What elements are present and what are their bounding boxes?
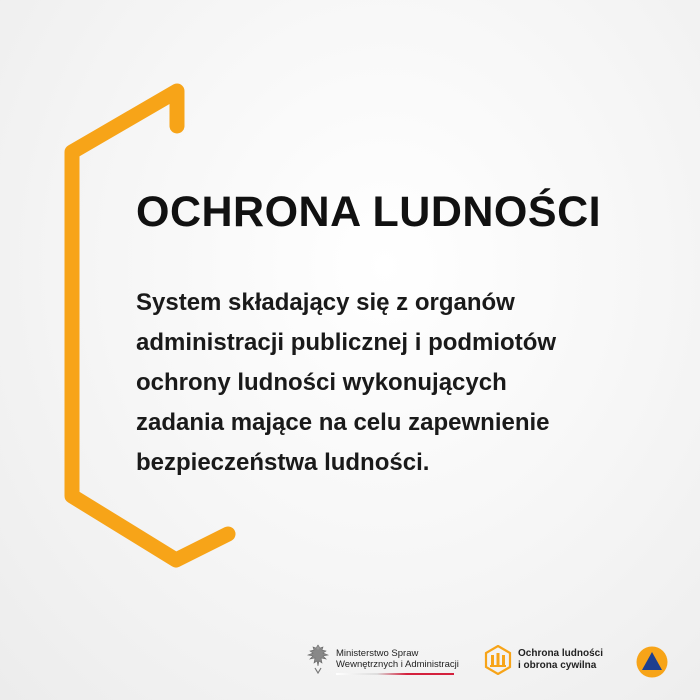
ochrona-ludnosci-logo-icon	[484, 645, 512, 675]
definition-line: bezpieczeństwa ludności.	[136, 449, 430, 476]
ochrona-ludnosci-text	[518, 648, 603, 672]
mswia-line1: Ministerstwo Spraw	[336, 648, 419, 659]
definition-line: zadania mające na celu zapewnienie	[136, 409, 550, 436]
ochrona-line1: Ochrona ludności	[518, 648, 604, 659]
eagle-emblem-icon	[304, 642, 332, 676]
definition-line: administracji publicznej i podmiotów	[136, 329, 557, 356]
mswia-underline	[336, 673, 454, 675]
page-title: OCHRONA LUDNOŚCI	[136, 188, 602, 236]
mswia-logo	[304, 641, 459, 677]
ochrona-line2: i obrona cywilna	[518, 660, 597, 671]
definition-line: ochrony ludności wykonujących	[136, 369, 507, 396]
definition-line: System składający się z organów	[136, 289, 515, 316]
ochrona-ludnosci-logo	[484, 645, 603, 675]
mswia-line2: Wewnętrznych i Administracji	[336, 659, 459, 670]
definition-text	[136, 283, 656, 483]
civil-defence-triangle-icon	[636, 646, 668, 678]
mswia-text	[336, 648, 459, 670]
